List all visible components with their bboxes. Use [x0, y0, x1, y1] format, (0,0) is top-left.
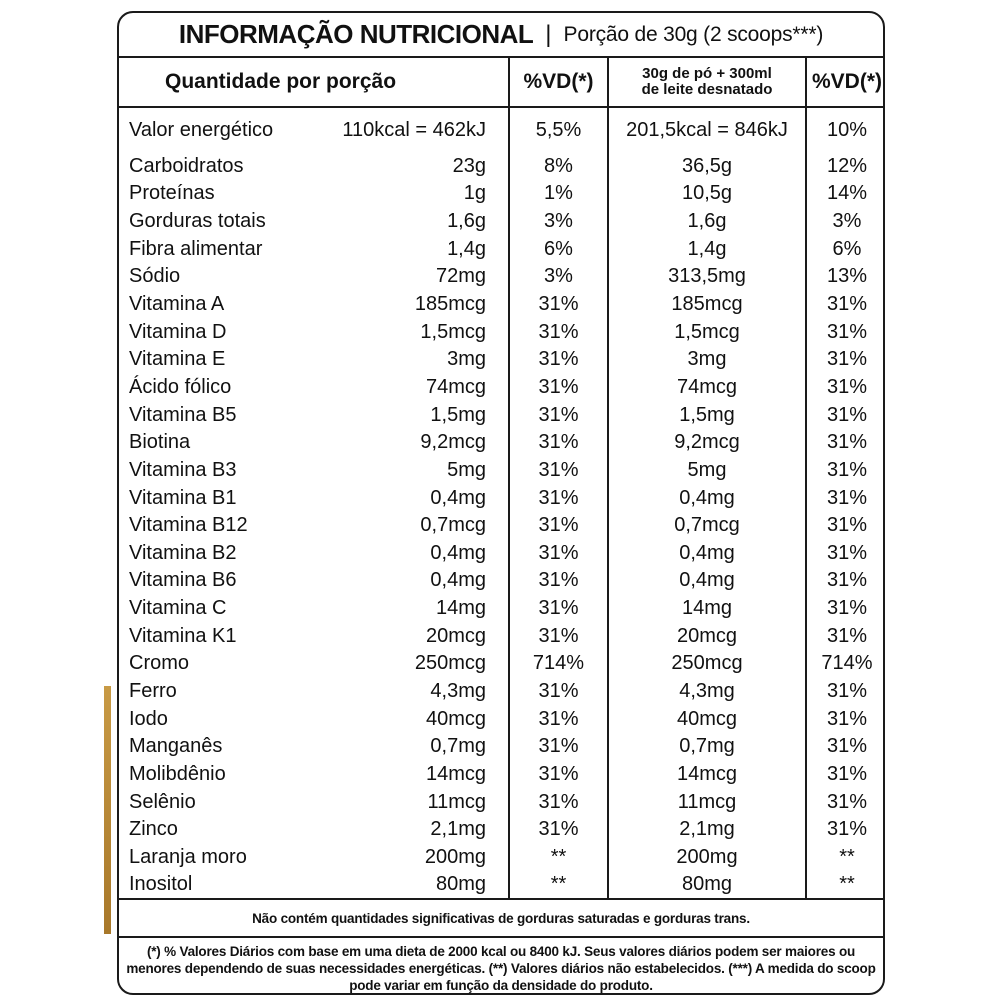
- nutrient-name: Iodo: [129, 707, 168, 730]
- milk-preparation-amount: 250mcg: [608, 650, 806, 678]
- milk-preparation-amount: 20mcg: [608, 622, 806, 650]
- nutrient-name: Proteínas: [129, 182, 215, 205]
- nutrient-cell: [119, 235, 509, 263]
- nutrient-amount: 14mcg: [425, 762, 486, 785]
- nutrient-cell: [119, 456, 509, 484]
- milk-daily-value-percent: 31%: [806, 290, 885, 318]
- title-main: INFORMAÇÃO NUTRICIONAL: [178, 19, 534, 49]
- nutrient-name: Cromo: [129, 652, 190, 675]
- milk-preparation-amount: 2,1mg: [608, 815, 806, 843]
- milk-preparation-amount: 1,5mg: [608, 401, 806, 429]
- nutrient-name: Ácido fólico: [129, 375, 232, 398]
- milk-preparation-amount: 0,4mg: [608, 484, 806, 512]
- milk-daily-value-percent: 31%: [806, 428, 885, 456]
- nutrient-cell: [119, 373, 509, 401]
- milk-preparation-amount: 0,7mg: [608, 732, 806, 760]
- table-row: [119, 207, 885, 235]
- nutrient-cell: [119, 290, 509, 318]
- nutrient-cell: [119, 428, 509, 456]
- nutrient-name: Vitamina B6: [129, 569, 237, 592]
- nutrient-amount: 14mg: [435, 597, 486, 620]
- table-row: [119, 401, 885, 429]
- nutrient-cell: [119, 705, 509, 733]
- daily-value-percent: **: [509, 871, 608, 899]
- daily-value-percent: 31%: [509, 401, 608, 429]
- milk-daily-value-percent: 13%: [806, 263, 885, 291]
- nutrient-cell: [119, 539, 509, 567]
- nutrient-amount: 80mg: [435, 873, 486, 896]
- milk-preparation-amount: 201,5kcal = 846kJ: [608, 107, 806, 152]
- nutrient-amount: 40mcg: [425, 707, 486, 730]
- milk-daily-value-percent: 31%: [806, 401, 885, 429]
- milk-preparation-amount: 80mg: [608, 871, 806, 899]
- daily-value-percent: 1%: [509, 180, 608, 208]
- nutrient-name: Vitamina D: [129, 320, 227, 343]
- nutrient-cell: [119, 871, 509, 899]
- milk-preparation-amount: 0,7mcg: [608, 511, 806, 539]
- milk-daily-value-percent: 31%: [806, 622, 885, 650]
- table-row: [119, 677, 885, 705]
- nutrient-amount: 0,4mg: [430, 486, 486, 509]
- daily-value-percent: **: [509, 843, 608, 871]
- daily-value-percent: 31%: [509, 677, 608, 705]
- table-row: [119, 539, 885, 567]
- nutrient-amount: 4,3mg: [430, 679, 486, 702]
- milk-daily-value-percent: 31%: [806, 373, 885, 401]
- table-row: [119, 594, 885, 622]
- milk-preparation-amount: 313,5mg: [608, 263, 806, 291]
- milk-daily-value-percent: 31%: [806, 456, 885, 484]
- nutrient-name: Vitamina B5: [129, 403, 237, 426]
- nutrient-name: Fibra alimentar: [129, 237, 263, 260]
- table-row: [119, 428, 885, 456]
- table-row: [119, 567, 885, 595]
- panel-title: [119, 13, 883, 58]
- header-vd: %VD(*): [509, 58, 608, 107]
- table-row: [119, 263, 885, 291]
- nutrient-cell: [119, 760, 509, 788]
- daily-value-percent: 31%: [509, 318, 608, 346]
- nutrient-name: Valor energético: [129, 119, 274, 141]
- table-header-row: [119, 58, 885, 107]
- milk-preparation-amount: 185mcg: [608, 290, 806, 318]
- nutrient-amount: 250mcg: [414, 652, 486, 675]
- nutrient-cell: [119, 732, 509, 760]
- daily-value-percent: 8%: [509, 152, 608, 180]
- table-row: [119, 650, 885, 678]
- nutrient-amount: 0,4mg: [430, 541, 486, 564]
- milk-daily-value-percent: 10%: [806, 107, 885, 152]
- nutrition-facts-panel: [117, 11, 885, 995]
- daily-value-percent: 31%: [509, 373, 608, 401]
- nutrient-amount: 1,5mg: [430, 403, 486, 426]
- nutrient-amount: 200mg: [424, 845, 486, 868]
- nutrient-name: Inositol: [129, 873, 193, 896]
- milk-daily-value-percent: 31%: [806, 788, 885, 816]
- nutrient-cell: [119, 263, 509, 291]
- nutrient-name: Vitamina C: [129, 597, 227, 620]
- nutrient-cell: [119, 484, 509, 512]
- milk-daily-value-percent: 12%: [806, 152, 885, 180]
- nutrient-cell: [119, 207, 509, 235]
- daily-value-percent: 31%: [509, 345, 608, 373]
- milk-daily-value-percent: 31%: [806, 760, 885, 788]
- gold-edge-strip: [104, 686, 111, 934]
- milk-preparation-amount: 3mg: [608, 345, 806, 373]
- header-milk-vd: %VD(*): [806, 58, 885, 107]
- nutrient-cell: [119, 594, 509, 622]
- milk-preparation-amount: 1,5mcg: [608, 318, 806, 346]
- nutrient-amount: 72mg: [435, 265, 486, 288]
- nutrition-table: [119, 58, 885, 898]
- daily-value-percent: 31%: [509, 815, 608, 843]
- table-row: [119, 511, 885, 539]
- nutrient-name: Vitamina B3: [129, 458, 237, 481]
- nutrient-cell: [119, 107, 509, 152]
- daily-value-percent: 31%: [509, 456, 608, 484]
- daily-value-percent: 31%: [509, 484, 608, 512]
- nutrient-name: Ferro: [129, 679, 177, 702]
- nutrient-amount: 1g: [463, 182, 486, 205]
- nutrient-amount: 11mcg: [427, 790, 486, 813]
- milk-daily-value-percent: 14%: [806, 180, 885, 208]
- milk-daily-value-percent: 31%: [806, 511, 885, 539]
- nutrient-cell: [119, 180, 509, 208]
- daily-value-percent: 6%: [509, 235, 608, 263]
- nutrient-amount: 74mcg: [425, 375, 486, 398]
- table-row: [119, 152, 885, 180]
- milk-daily-value-percent: 31%: [806, 345, 885, 373]
- table-row: [119, 484, 885, 512]
- nutrient-cell: [119, 318, 509, 346]
- daily-value-percent: 3%: [509, 263, 608, 291]
- nutrient-cell: [119, 152, 509, 180]
- milk-preparation-amount: 11mcg: [608, 788, 806, 816]
- nutrient-name: Sódio: [129, 265, 181, 288]
- nutrient-amount: 0,7mcg: [420, 514, 486, 537]
- daily-value-percent: 5,5%: [509, 107, 608, 152]
- table-row: [119, 107, 885, 152]
- nutrient-amount: 1,4g: [447, 237, 486, 260]
- nutrient-cell: [119, 843, 509, 871]
- daily-value-percent: 3%: [509, 207, 608, 235]
- nutrient-cell: [119, 815, 509, 843]
- daily-value-percent: 31%: [509, 428, 608, 456]
- nutrient-name: Vitamina B12: [129, 514, 248, 537]
- daily-values-footnote: (*) % Valores Diários com base em uma dieta de 2000 kcal ou 8400 kJ. Seus valores diários podem ser maiores ou menores dependendo de suas necessidades energéticas. (**) Valores diários não estabelecidos. (***) A medida do scoop pode variar em função da densidade do produto.: [119, 936, 883, 994]
- milk-preparation-amount: 14mg: [608, 594, 806, 622]
- daily-value-percent: 714%: [509, 650, 608, 678]
- nutrient-amount: 2,1mg: [430, 818, 486, 841]
- daily-value-percent: 31%: [509, 539, 608, 567]
- nutrient-cell: [119, 622, 509, 650]
- milk-preparation-amount: 0,4mg: [608, 567, 806, 595]
- milk-preparation-amount: 1,6g: [608, 207, 806, 235]
- milk-preparation-amount: 9,2mcg: [608, 428, 806, 456]
- nutrient-name: Biotina: [129, 431, 191, 454]
- nutrient-amount: 3mg: [447, 348, 486, 371]
- nutrient-cell: [119, 650, 509, 678]
- nutrient-amount: 0,7mg: [430, 735, 486, 758]
- header-quantity: Quantidade por porção: [119, 58, 509, 107]
- daily-value-percent: 31%: [509, 705, 608, 733]
- milk-preparation-amount: 36,5g: [608, 152, 806, 180]
- table-row: [119, 373, 885, 401]
- milk-daily-value-percent: 31%: [806, 677, 885, 705]
- daily-value-percent: 31%: [509, 290, 608, 318]
- milk-preparation-amount: 4,3mg: [608, 677, 806, 705]
- nutrient-name: Laranja moro: [129, 845, 247, 868]
- nutrient-cell: [119, 788, 509, 816]
- milk-daily-value-percent: 31%: [806, 318, 885, 346]
- table-row: [119, 318, 885, 346]
- milk-preparation-amount: 40mcg: [608, 705, 806, 733]
- milk-daily-value-percent: **: [806, 871, 885, 899]
- title-portion: Porção de 30g (2 scoops***): [563, 22, 824, 46]
- nutrient-name: Gorduras totais: [129, 210, 266, 233]
- daily-value-percent: 31%: [509, 567, 608, 595]
- trans-fat-note: Não contém quantidades significativas de gorduras saturadas e gorduras trans.: [252, 910, 750, 926]
- nutrient-name: Vitamina B1: [129, 486, 237, 509]
- title-separator: |: [545, 20, 552, 48]
- table-row: [119, 235, 885, 263]
- table-row: [119, 345, 885, 373]
- table-row: [119, 180, 885, 208]
- nutrient-name: Vitamina K1: [129, 624, 237, 647]
- nutrient-name: Selênio: [129, 790, 196, 813]
- milk-preparation-amount: 5mg: [608, 456, 806, 484]
- daily-value-percent: 31%: [509, 788, 608, 816]
- table-row: [119, 815, 885, 843]
- milk-daily-value-percent: 6%: [806, 235, 885, 263]
- nutrient-amount: 1,5mcg: [420, 320, 486, 343]
- milk-daily-value-percent: 31%: [806, 732, 885, 760]
- table-row: [119, 788, 885, 816]
- milk-daily-value-percent: 714%: [806, 650, 885, 678]
- nutrient-cell: [119, 345, 509, 373]
- nutrient-amount: 185mcg: [414, 293, 486, 316]
- milk-daily-value-percent: 31%: [806, 484, 885, 512]
- nutrient-name: Zinco: [129, 818, 178, 841]
- nutrient-name: Vitamina A: [129, 293, 225, 316]
- milk-preparation-amount: 0,4mg: [608, 539, 806, 567]
- milk-daily-value-percent: 31%: [806, 815, 885, 843]
- table-row: [119, 732, 885, 760]
- nutrient-amount: 0,4mg: [430, 569, 486, 592]
- table-row: [119, 705, 885, 733]
- daily-value-percent: 31%: [509, 760, 608, 788]
- milk-daily-value-percent: **: [806, 843, 885, 871]
- milk-preparation-amount: 200mg: [608, 843, 806, 871]
- nutrient-amount: 20mcg: [425, 624, 486, 647]
- milk-daily-value-percent: 31%: [806, 539, 885, 567]
- daily-value-percent: 31%: [509, 594, 608, 622]
- milk-preparation-amount: 1,4g: [608, 235, 806, 263]
- daily-value-percent: 31%: [509, 622, 608, 650]
- nutrient-amount: 1,6g: [447, 210, 486, 233]
- nutrient-name: Molibdênio: [129, 762, 226, 785]
- milk-preparation-amount: 74mcg: [608, 373, 806, 401]
- nutrient-name: Manganês: [129, 735, 223, 758]
- daily-value-percent: 31%: [509, 732, 608, 760]
- nutrient-cell: [119, 511, 509, 539]
- nutrient-name: Vitamina B2: [129, 541, 237, 564]
- nutrient-cell: [119, 567, 509, 595]
- milk-daily-value-percent: 31%: [806, 594, 885, 622]
- table-row: [119, 760, 885, 788]
- milk-daily-value-percent: 3%: [806, 207, 885, 235]
- table-row: [119, 456, 885, 484]
- milk-daily-value-percent: 31%: [806, 705, 885, 733]
- nutrient-name: Vitamina E: [129, 348, 226, 371]
- daily-value-percent: 31%: [509, 511, 608, 539]
- header-milk-line2: de leite desnatado: [641, 81, 773, 98]
- milk-daily-value-percent: 31%: [806, 567, 885, 595]
- nutrient-amount: 23g: [452, 154, 486, 177]
- nutrient-name: Carboidratos: [129, 154, 244, 177]
- nutrient-amount: 110kcal = 462kJ: [342, 119, 486, 141]
- table-row: [119, 290, 885, 318]
- nutrient-rows: [119, 107, 885, 898]
- table-row: [119, 843, 885, 871]
- table-row: [119, 871, 885, 899]
- table-row: [119, 622, 885, 650]
- nutrient-amount: 5mg: [447, 458, 486, 481]
- milk-preparation-amount: 10,5g: [608, 180, 806, 208]
- nutrient-amount: 9,2mcg: [420, 431, 486, 454]
- header-milk-line1: 30g de pó + 300ml: [642, 65, 772, 82]
- milk-preparation-amount: 14mcg: [608, 760, 806, 788]
- header-milk-preparation: [608, 58, 806, 107]
- nutrient-cell: [119, 677, 509, 705]
- nutrient-cell: [119, 401, 509, 429]
